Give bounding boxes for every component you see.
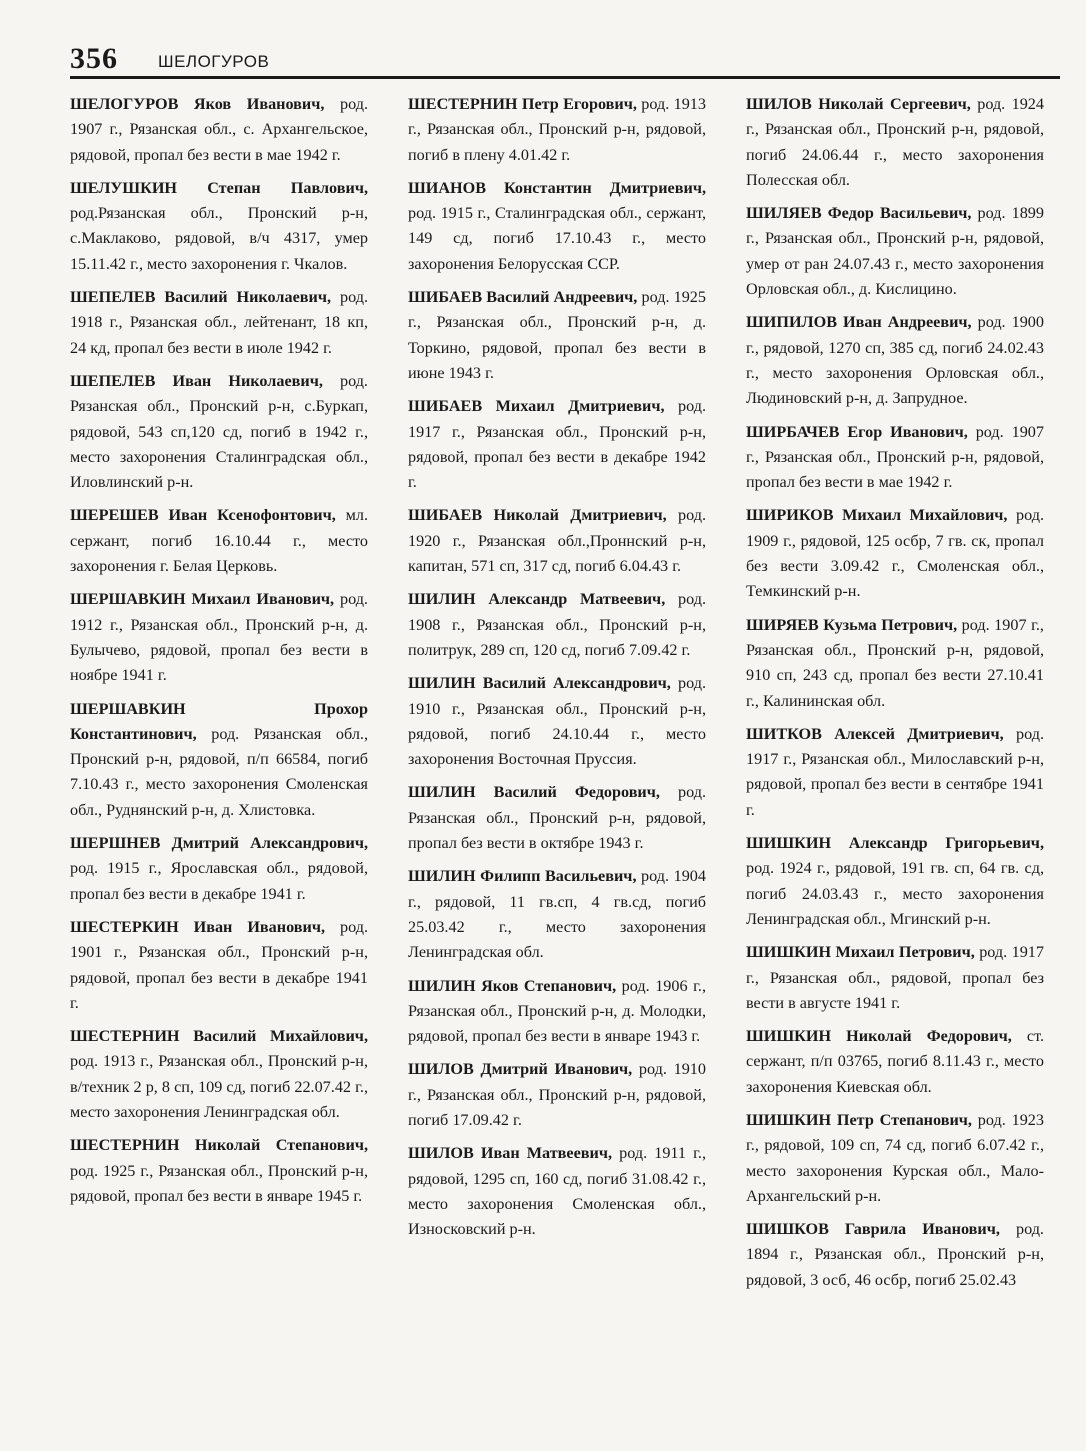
entry-details: род. 1917 г., Рязанская обл., Пронский р-н, рядовой, пропал без вести в декабре 1942 г. <box>408 397 706 492</box>
entry-details: род. Рязанская обл., Пронский р-н, рядовой, пропал без вести в октябре 1943 г. <box>408 783 706 853</box>
page-number: 356 <box>70 42 118 75</box>
text-column-3 <box>746 92 1044 1301</box>
entry-name: ШЕРШАВКИН Прохор Константинович, <box>70 699 368 743</box>
entry <box>70 92 368 168</box>
entry <box>70 503 368 579</box>
page-header <box>70 40 1060 79</box>
entry-name: ШИЛИН Василий Александрович, <box>408 674 671 693</box>
entry <box>70 285 368 361</box>
entry-name: ШИРИКОВ Михаил Михайлович, <box>746 506 1008 525</box>
entry-details: род. 1920 г., Рязанская обл.,Проннский р-н, капитан, 571 сп, 317 сд, погиб 6.04.43 г. <box>408 506 706 576</box>
entry <box>408 285 706 386</box>
entry-details: род. 1917 г., Рязанская обл., рядовой, пропал без вести в августе 1941 г. <box>746 943 1044 1012</box>
entry-details: род. 1909 г., рядовой, 125 осбр, 7 гв. ск, пропал без вести 3.09.42 г., Смоленская обл., Темкинский р-н. <box>746 506 1044 601</box>
entry-details: ст. сержант, п/п 03765, погиб 8.11.43 г., место захоронения Киевская обл. <box>746 1027 1044 1096</box>
entry-name: ШИПИЛОВ Иван Андреевич, <box>746 313 972 332</box>
entry <box>70 587 368 688</box>
entry-name: ШИШКИН Александр Григорьевич, <box>746 834 1044 853</box>
entry <box>746 831 1044 932</box>
entry-details: род. Рязанская обл., Пронский р-н, с.Буркап, рядовой, 543 сп,120 сд, погиб в 1942 г., место захоронения Сталинградская обл., Иловлинский р-н. <box>70 371 368 492</box>
entry-details: род. 1913 г., Рязанская обл., Пронский р-н, в/техник 2 р, 8 сп, 109 сд, погиб 22.07.42 г., место захоронения Ленинградская обл. <box>70 1052 368 1121</box>
entry-details: род. Рязанская обл., Пронский р-н, рядовой, п/п 66584, погиб 7.10.43 г., место захоронения Смоленская обл., Руднянский р-н, д. Хлистовка. <box>70 724 368 819</box>
entry <box>70 1024 368 1125</box>
entry-name: ШИЛОВ Николай Сергеевич, <box>746 95 971 113</box>
entry <box>70 915 368 1016</box>
entry-details: род. 1894 г., Рязанская обл., Пронский р-н, рядовой, 3 осб, 46 осбр, погиб 25.02.43 <box>746 1220 1044 1289</box>
entry-details: род. 1900 г., рядовой, 1270 сп, 385 сд, погиб 24.02.43 г., место захоронения Орловская обл., Людиновский р-н, д. Запрудное. <box>746 313 1044 408</box>
entry <box>746 503 1044 604</box>
entry <box>408 1057 706 1133</box>
entry-details: род. 1915 г., Сталинградская обл., сержант, 149 сд, погиб 17.10.43 г., место захоронения Белорусская ССР. <box>408 204 706 273</box>
entry <box>70 1133 368 1209</box>
entry <box>746 722 1044 823</box>
entry <box>408 92 706 168</box>
entry-name: ШЕПЕЛЕВ Василий Николаевич, <box>70 288 332 307</box>
entry-details: род. 1910 г., Рязанская обл., Пронский р-н, рядовой, погиб 24.10.44 г., место захоронения Восточная Пруссия. <box>408 674 706 769</box>
entry <box>408 974 706 1050</box>
entry-name: ШЕЛУШКИН Степан Павлович, <box>70 178 368 197</box>
entry <box>746 1024 1044 1100</box>
entry-details: род. 1906 г., Рязанская обл., Пронский р-н, д. Молодки, рядовой, пропал без вести в январе 1943 г. <box>408 976 706 1046</box>
entry-name: ШИТКОВ Алексей Дмитриевич, <box>746 724 1004 743</box>
entry <box>408 780 706 856</box>
entry <box>408 587 706 663</box>
entry-details: род. 1908 г., Рязанская обл., Пронский р-н, политрук, 289 сп, 120 сд, погиб 7.09.42 г. <box>408 590 706 659</box>
entry <box>746 420 1044 496</box>
entry-details: род. 1924 г., рядовой, 191 гв. сп, 64 гв. сд, погиб 24.03.43 г., место захоронения Ленинградская обл., Мгинский р-н. <box>746 859 1044 928</box>
entry-name: ШИШКИН Николай Федорович, <box>746 1027 1012 1046</box>
entry-name: ШИЛОВ Дмитрий Иванович, <box>408 1060 633 1079</box>
entry-details: род. 1913 г., Рязанская обл., Пронский р-н, рядовой, погиб в плену 4.01.42 г. <box>408 95 706 164</box>
entry-name: ШИЛИН Василий Федорович, <box>408 783 660 802</box>
entry-name: ШЕСТЕРНИН Петр Егорович, <box>408 95 637 113</box>
entry-details: мл. сержант, погиб 16.10.44 г., место захоронения г. Белая Церковь. <box>70 506 368 576</box>
entry-details: род. 1925 г., Рязанская обл., Пронский р-н, рядовой, пропал без вести в январе 1945 г. <box>70 1161 368 1205</box>
entry <box>70 369 368 495</box>
entry-name: ШИЛИН Александр Матвеевич, <box>408 590 666 609</box>
entry <box>746 201 1044 302</box>
entry <box>70 831 368 907</box>
entry-name: ШИШКИН Петр Степанович, <box>746 1110 972 1129</box>
entry-name: ШЕРЕШЕВ Иван Ксенофонтович, <box>70 506 336 525</box>
entry <box>70 697 368 823</box>
entry-name: ШИЛИН Яков Степанович, <box>408 976 617 995</box>
entry-name: ШЕСТЕРНИН Николай Степанович, <box>70 1136 368 1155</box>
entry <box>746 940 1044 1016</box>
entry-details: род. 1915 г., Ярославская обл., рядовой, пропал без вести в декабре 1941 г. <box>70 859 368 903</box>
entry-details: род. 1923 г., рядовой, 109 сп, 74 сд, погиб 6.07.42 г., место захоронения Курская обл., Мало-Архангельский р-н. <box>746 1110 1044 1205</box>
entry-details: род. 1907 г., Рязанская обл., с. Архангельское, рядовой, пропал без вести в мае 1942 г. <box>70 95 368 164</box>
entry-name: ШЕПЕЛЕВ Иван Николаевич, <box>70 371 323 390</box>
entry-name: ШИРЯЕВ Кузьма Петрович, <box>746 615 958 634</box>
text-column-1 <box>70 92 368 1217</box>
entry-name: ШЕРШНЕВ Дмитрий Александрович, <box>70 834 368 853</box>
entry-name: ШИШКИН Михаил Петрович, <box>746 943 975 962</box>
text-column-2 <box>408 92 706 1250</box>
entry <box>408 394 706 495</box>
entry-name: ШЕСТЕРКИН Иван Иванович, <box>70 917 326 936</box>
entry <box>746 613 1044 714</box>
entry <box>408 176 706 277</box>
entry-name: ШЕСТЕРНИН Василий Михайлович, <box>70 1027 368 1046</box>
entry-name: ШИЛОВ Иван Матвеевич, <box>408 1144 613 1163</box>
entry-details: род. 1907 г., Рязанская обл., Пронский р-н, рядовой, пропал без вести в мае 1942 г. <box>746 422 1044 492</box>
entry-name: ШЕЛОГУРОВ Яков Иванович, <box>70 95 325 113</box>
entry-details: род.Рязанская обл., Пронский р-н, с.Маклаково, рядовой, в/ч 4317, умер 15.11.42 г., место захоронения г. Чкалов. <box>70 204 368 273</box>
entry <box>408 1141 706 1242</box>
entry-details: род. 1904 г., рядовой, 11 гв.сп, 4 гв.сд, погиб 25.03.42 г., место захоронения Ленинградская обл. <box>408 867 706 962</box>
entry <box>746 92 1044 193</box>
entry <box>408 671 706 772</box>
entry-name: ШИЛЯЕВ Федор Васильевич, <box>746 204 972 223</box>
entry-name: ШИРБАЧЕВ Егор Иванович, <box>746 422 968 441</box>
entry-name: ШЕРШАВКИН Михаил Иванович, <box>70 590 335 609</box>
running-head: ШЕЛОГУРОВ <box>158 52 270 71</box>
entry-name: ШИБАЕВ Василий Андреевич, <box>408 288 638 307</box>
entry-name: ШИБАЕВ Николай Дмитриевич, <box>408 506 667 525</box>
entry <box>746 310 1044 411</box>
entry-details: род. 1910 г., Рязанская обл., Пронский р-н, рядовой, погиб 17.09.42 г. <box>408 1060 706 1129</box>
entry <box>746 1108 1044 1209</box>
entry-details: род. 1899 г., Рязанская обл., Пронский р-н, рядовой, умер от ран 24.07.43 г., место захоронения Орловская обл., д. Кислицино. <box>746 204 1044 299</box>
entry-details: род. 1918 г., Рязанская обл., лейтенант, 18 кп, 24 кд, пропал без вести в июле 1942 г. <box>70 288 368 357</box>
entry <box>746 1217 1044 1293</box>
entry-name: ШИАНОВ Константин Дмитриевич, <box>408 178 706 197</box>
entry <box>70 176 368 277</box>
entry-details: род. 1924 г., Рязанская обл., Пронский р-н, рядовой, погиб 24.06.44 г., место захоронения Полесская обл. <box>746 95 1044 189</box>
entry <box>408 503 706 579</box>
entry-details: род. 1925 г., Рязанская обл., Пронский р-н, д. Торкино, рядовой, пропал без вести в июне 1943 г. <box>408 288 706 382</box>
entry-name: ШИЛИН Филипп Васильевич, <box>408 867 637 886</box>
entry-name: ШИШКОВ Гаврила Иванович, <box>746 1220 1000 1239</box>
entry-name: ШИБАЕВ Михаил Дмитриевич, <box>408 397 665 416</box>
entry-details: род. 1907 г., Рязанская обл., Пронский р-н, рядовой, 910 сп, 243 сд, пропал без вести 27.10.41 г., Калининская обл. <box>746 615 1044 710</box>
entry-details: род. 1901 г., Рязанская обл., Пронский р-н, рядовой, пропал без вести в декабре 1941 г. <box>70 917 368 1012</box>
entry-details: род. 1917 г., Рязанская обл., Милославский р-н, рядовой, пропал без вести в сентябре 1941 г. <box>746 724 1044 819</box>
entry-details: род. 1911 г., рядовой, 1295 сп, 160 сд, погиб 31.08.42 г., место захоронения Смоленская обл., Износковский р-н. <box>408 1144 706 1239</box>
entry-details: род. 1912 г., Рязанская обл., Пронский р-н, д. Булычево, рядовой, пропал без вести в ноябре 1941 г. <box>70 590 368 685</box>
entry <box>408 864 706 965</box>
